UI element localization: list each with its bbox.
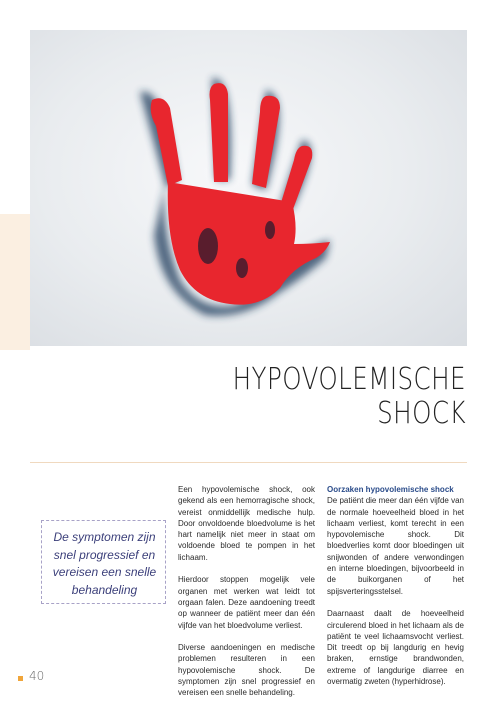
hand-illustration (30, 30, 467, 346)
column2-paragraph-1: De patiënt die meer dan één vijfde van de normale hoeveelheid bloed in het lichaam verliest, komt terecht in een hypovolemische shock. Dit bloedverlies komt door bloedingen uit snijwonden of andere verwondingen en interne bloedingen, bijvoorbeeld in de buikorganen of het spijsverteringsstelsel. (327, 496, 464, 596)
body-column-2 (327, 484, 464, 699)
article-title-line2: SHOCK (377, 396, 466, 431)
column2-heading: Oorzaken hypovolemische shock (327, 485, 454, 494)
article-title-line1: HYPOVOLEMISCHE (232, 362, 466, 397)
body-column-1 (178, 484, 315, 702)
section-divider (30, 462, 467, 463)
page-number: 40 (29, 669, 45, 683)
peach-accent-band (0, 214, 30, 350)
column1-paragraph-2: Hierdoor stoppen mogelijk vele organen met werken wat leidt tot orgaan falen. Deze aandoening treedt op wanneer de patiënt meer dan één vijfde van het bloedvolume verliest. (178, 575, 315, 630)
pull-quote: De symptomen zijn snel progressief en vereisen een snelle behandeling (41, 520, 166, 604)
column1-paragraph-1: Een hypovolemische shock, ook gekend als een hemorragische shock, vereist onmiddellijk medische hulp. Door onvoldoende bloedvolume is het hart namelijk niet meer in staat om voldoende bloed te pompen in het lichaam. (178, 485, 315, 562)
column1-paragraph-3: Diverse aandoeningen en medische problemen resulteren in een hypovolemische shock. De symptomen zijn snel progressief en vereisen een snelle behandeling. (178, 643, 315, 698)
page-marker-square (18, 676, 23, 681)
bloody-hand-photo (30, 30, 467, 346)
column2-paragraph-2: Daarnaast daalt de hoeveelheid circulerend bloed in het lichaam als de patiënt te veel lichaamsvocht verliest. Dit treedt op bij langdurig en hevig braken, ernstige brandwonden, extreme of langdurige diarree en overmatig zweten (hyperhidrose). (327, 609, 464, 687)
